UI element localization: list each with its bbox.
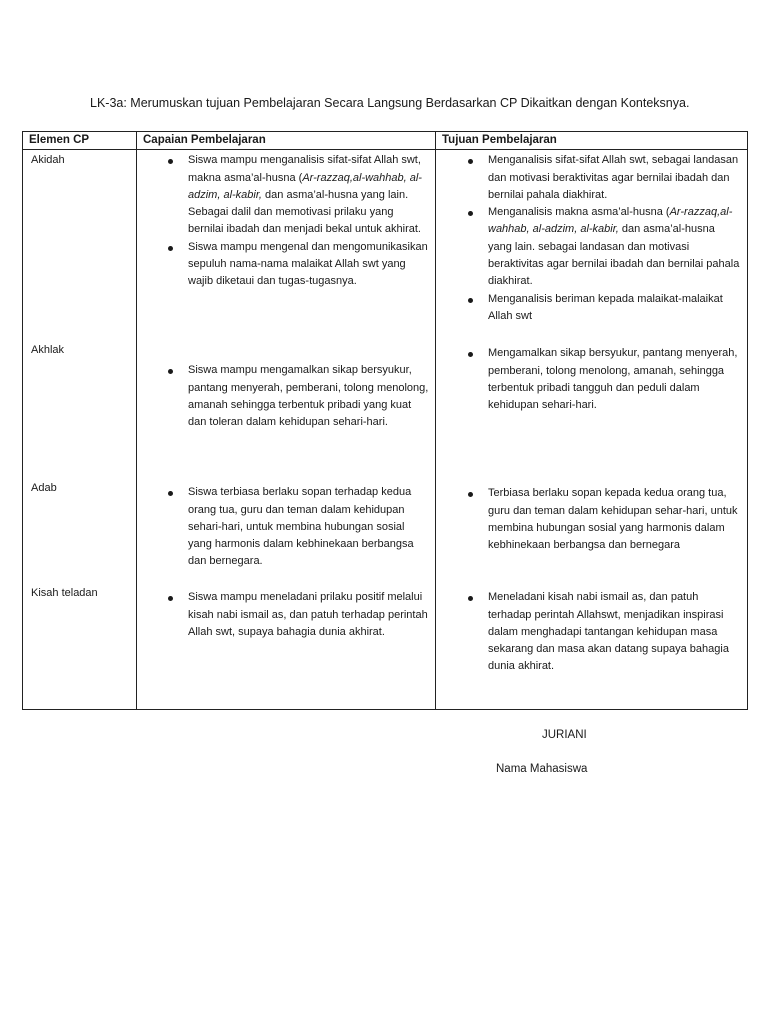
column-elemen [23,150,137,710]
asma-names-italic: Ar-razzaq,al-wahhab, al-adzim, al-kabir, [188,171,422,201]
element-akidah: Akidah [31,154,65,167]
header-capaian: Capaian Pembelajaran [137,132,436,150]
cp-table [22,131,748,710]
capaian-adab-list [137,484,435,570]
list-item: Siswa mampu mengamalkan sikap bersyukur, pantang menyerah, pemberani, tolong menolong, amanah sehingga terbentuk pribadi yang kuat dan toleran dalam kehidupan sehari-hari. [137,362,435,431]
table-header-row [23,132,748,150]
element-adab: Adab [31,482,57,495]
capaian-akhlak-list [137,362,435,431]
column-capaian [137,150,436,710]
header-tujuan: Tujuan Pembelajaran [436,132,748,150]
list-item: Siswa mampu menganalisis sifat-sifat Allah swt, makna asma’al-husna (Ar-razzaq,al-wahhab, al-adzim, al-kabir, dan asma’al-husna yang lain. Sebagai dalil dan memotivasi prilaku yang bernilai ibadah dan menjadi bekal untuk akhirat. [137,152,435,238]
student-name-label: Nama Mahasiswa [496,763,588,775]
list-item: Menganalisis makna asma’al-husna (Ar-razzaq,al-wahhab, al-adzim, al-kabir, dan asma’al-husna yang lain. sebagai landasan dan motivasi beraktivitas agar bernilai ibadah dan bernilai pahala diakhirat. [436,204,747,290]
student-name: JURIANI [542,729,587,741]
list-item: Siswa mampu meneladani prilaku positif melalui kisah nabi ismail as, dan patuh terhadap perintah Allah swt, supaya bahagia dunia akhirat. [137,589,435,641]
tujuan-adab-list [436,485,747,554]
tujuan-akidah-list [436,152,747,325]
list-item: Meneladani kisah nabi ismail as, dan patuh terhadap perintah Allahswt, menjadikan inspirasi dalam menghadapi tantangan kehidupan masa sekarang dan masa akan datang supaya bahagia dunia akhirat. [436,589,747,675]
asma-names-italic: Ar-razzaq,al-wahhab, al-adzim, al-kabir, [488,206,733,236]
table-body-row [23,150,748,710]
column-tujuan [436,150,748,710]
capaian-kisah-list [137,589,435,641]
list-item: Terbiasa berlaku sopan kepada kedua orang tua, guru dan teman dalam kehidupan sehar-hari, untuk membina hubungan sosial yang harmonis dalam kebhinekaan berbangsa dan bernegara [436,485,747,554]
tujuan-akhlak-list [436,345,747,414]
list-item: Mengamalkan sikap bersyukur, pantang menyerah, pemberani, tolong menolong, amanah, sehingga terbentuk pribadi tangguh dan peduli dalam kehidupan sehari-hari. [436,345,747,414]
list-item: Menganalisis beriman kepada malaikat-malaikat Allah swt [436,291,747,326]
list-item: Menganalisis sifat-sifat Allah swt, sebagai landasan dan motivasi beraktivitas agar bernilai ibadah dan bernilai pahala diakhirat. [436,152,747,204]
capaian-akidah-list [137,152,435,290]
list-item: Siswa mampu mengenal dan mengomunikasikan sepuluh nama-nama malaikat Allah swt yang wajib diketaui dan tugas-tugasnya. [137,239,435,291]
list-item: Siswa terbiasa berlaku sopan terhadap kedua orang tua, guru dan teman dalam kehidupan sehari-hari, untuk membina hubungan sosial yang harmonis dalam kebhinekaan berbangsa dan bernegara. [137,484,435,570]
element-akhlak: Akhlak [31,344,65,357]
tujuan-kisah-list [436,589,747,675]
worksheet-title: LK-3a: Merumuskan tujuan Pembelajaran Secara Langsung Berdasarkan CP Dikaitkan dengan Konteksnya. [90,96,690,110]
header-elemen: Elemen CP [23,132,137,150]
element-kisah-teladan: Kisah teladan [31,587,98,600]
